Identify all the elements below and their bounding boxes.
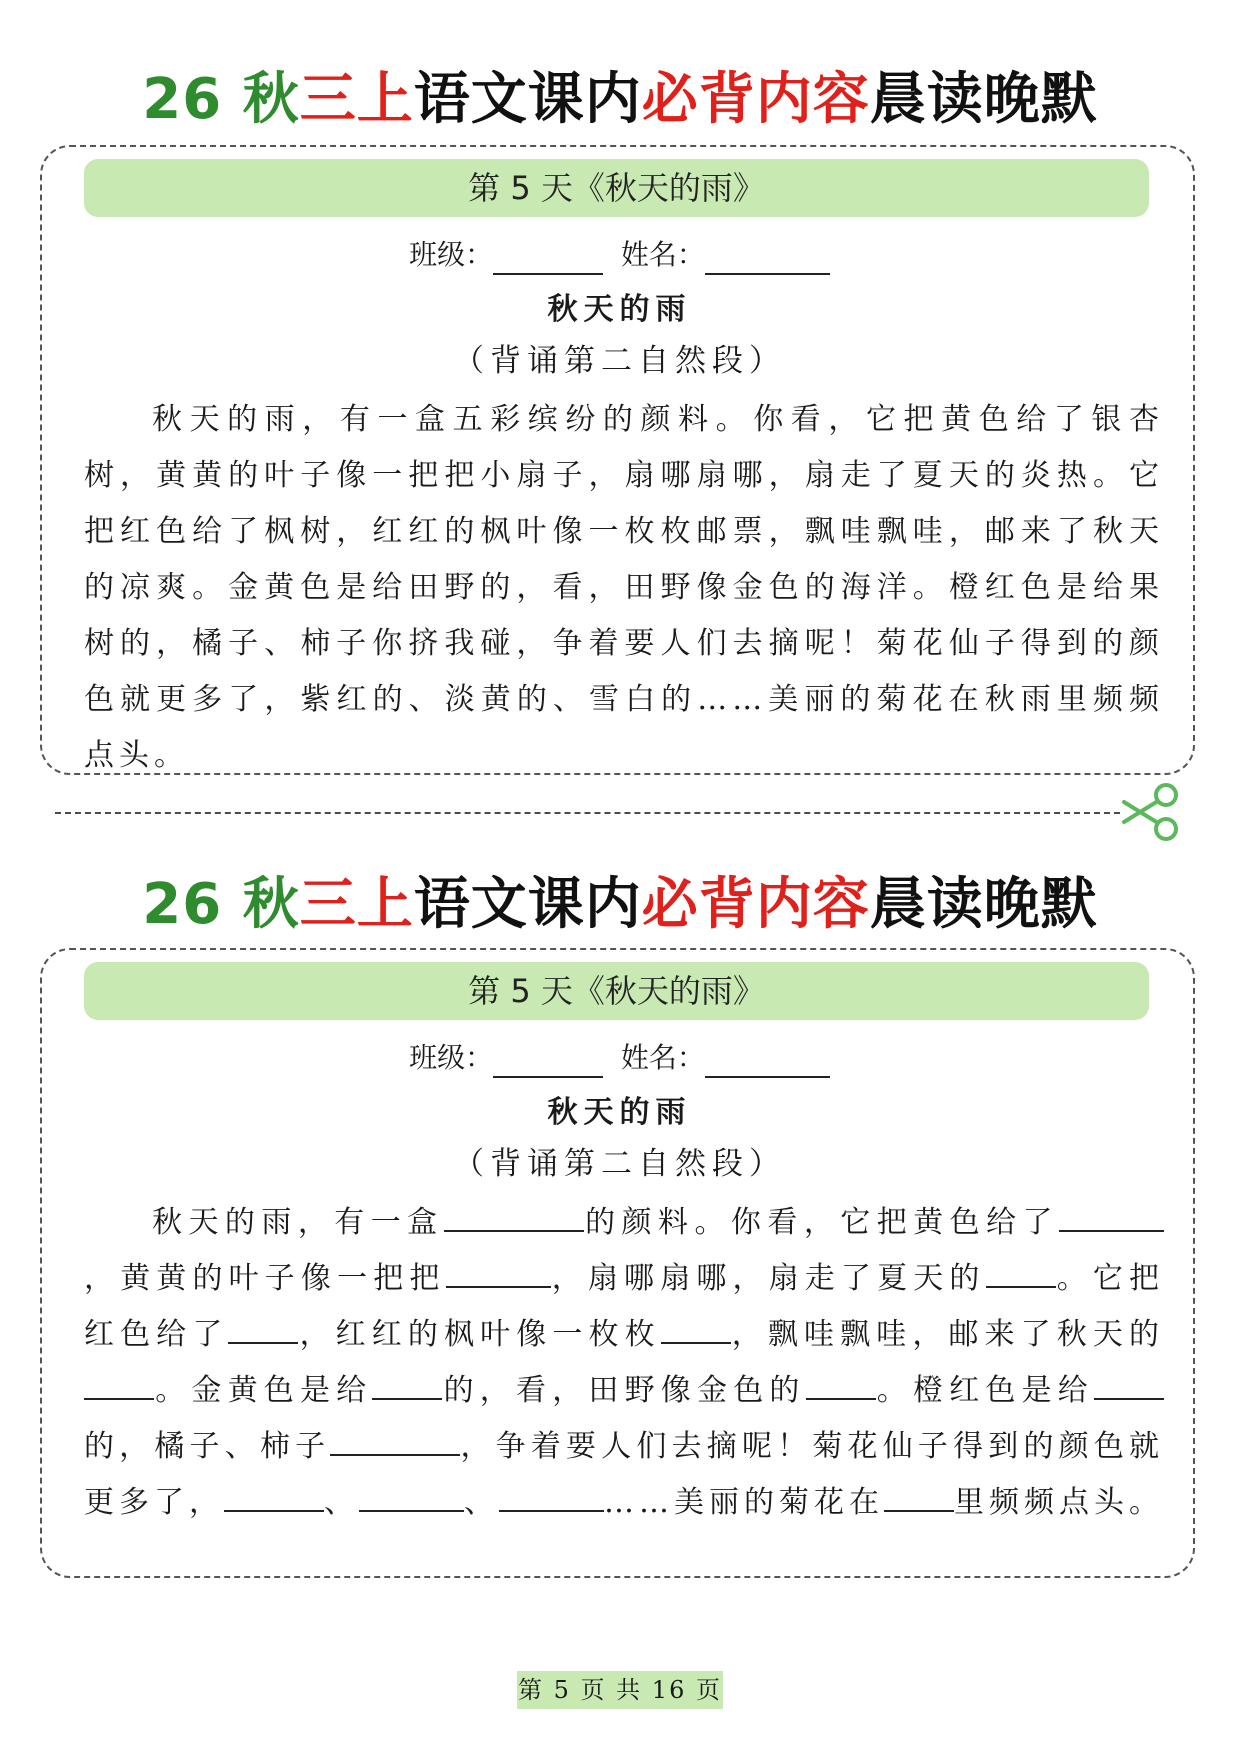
text-segment: 的，橘子、柿子 [84,1429,331,1464]
dictation-paragraph [84,1195,1164,1531]
fill-blank[interactable] [499,1480,604,1512]
page-number: 第 5 页 共 16 页 [517,1671,723,1709]
title-seg-year: 26 秋 [142,872,300,937]
title-seg-subject: 语文课内 [413,67,642,132]
page-title-bottom [0,873,1240,937]
fill-blank[interactable] [806,1368,876,1400]
title-seg-year: 26 秋 [142,67,300,132]
text-segment: 的颜料。你看，它把黄色给了 [583,1205,1060,1240]
fill-blank[interactable] [330,1424,460,1456]
fill-blank[interactable] [84,1368,154,1400]
class-label: 班级： [409,1041,494,1074]
text-segment: 的，看，田野像金色的 [442,1373,806,1408]
text-segment: 。它把红色给了 [84,1261,1165,1352]
fill-blank[interactable] [359,1480,464,1512]
title-seg-content: 必背内容 [641,872,870,937]
page-title-top [0,68,1240,132]
text-segment: ，飘哇飘哇，邮来了秋天的 [730,1317,1165,1352]
day-banner: 第 5 天《秋天的雨》 [84,159,1149,217]
title-seg-schedule: 晨读晚默 [869,872,1098,937]
fill-blank[interactable] [446,1256,551,1288]
title-seg-content: 必背内容 [641,67,870,132]
text-segment: 秋天的雨，有一盒 [152,1205,444,1240]
student-info-line [42,235,1197,275]
class-label: 班级： [409,238,494,271]
class-field[interactable] [493,1046,603,1078]
fill-blank[interactable] [986,1256,1056,1288]
text-segment: 。金黄色是给 [154,1373,373,1408]
fill-blank[interactable] [661,1312,731,1344]
text-segment: 。橙红色是给 [875,1373,1095,1408]
poem-title: 秋天的雨 [547,1095,692,1130]
text-segment: 、 [324,1485,359,1520]
fill-blank[interactable] [884,1480,954,1512]
title-seg-schedule: 晨读晚默 [869,67,1098,132]
title-seg-grade: 三上 [299,872,414,937]
fill-blank[interactable] [224,1480,324,1512]
text-segment: ，黄黄的叶子像一把把 [84,1261,446,1296]
fill-blank[interactable] [228,1312,298,1344]
fill-blank[interactable] [372,1368,442,1400]
recite-instruction: （背诵第二自然段） [453,343,786,379]
dictation-card [40,948,1195,1578]
recite-card [40,145,1195,775]
recite-instruction: （背诵第二自然段） [453,1146,786,1182]
class-field[interactable] [493,243,603,275]
fill-blank[interactable] [1094,1368,1164,1400]
name-field[interactable] [705,1046,830,1078]
text-segment: ，红红的枫叶像一枚枚 [298,1317,661,1352]
name-label: 姓名： [620,1041,705,1074]
name-label: 姓名： [620,238,705,271]
fill-blank[interactable] [1059,1200,1164,1232]
scissors-icon [1120,782,1182,842]
text-segment: 里频频点头。 [954,1485,1164,1520]
text-segment: 、 [464,1485,499,1520]
day-banner: 第 5 天《秋天的雨》 [84,962,1149,1020]
text-segment: ，争着要人们去摘呢！菊花仙子得到的颜色就更多了， [84,1429,1164,1520]
title-seg-subject: 语文课内 [413,872,642,937]
text-segment: ，扇哪扇哪，扇走了夏天的 [550,1261,986,1296]
title-seg-grade: 三上 [299,67,414,132]
cut-line [55,812,1120,814]
text-segment: ……美丽的菊花在 [604,1485,884,1520]
student-info-line [42,1038,1197,1078]
name-field[interactable] [705,243,830,275]
fill-blank[interactable] [444,1200,584,1232]
recite-paragraph: 秋天的雨，有一盒五彩缤纷的颜料。你看，它把黄色给了银杏树，黄黄的叶子像一把把小扇子，扇哪扇哪，扇走了夏天的炎热。它把红色给了枫树，红红的枫叶像一枚枚邮票，飘哇飘哇，邮来了秋天的凉爽。金黄色是给田野的，看，田野像金色的海洋。橙红色是给果树的，橘子、柿子你挤我碰，争着要人们去摘呢！菊花仙子得到的颜色就更多了，紫红的、淡黄的、雪白的……美丽的菊花在秋雨里频频点头。 [84,402,1164,773]
poem-title: 秋天的雨 [547,292,692,327]
